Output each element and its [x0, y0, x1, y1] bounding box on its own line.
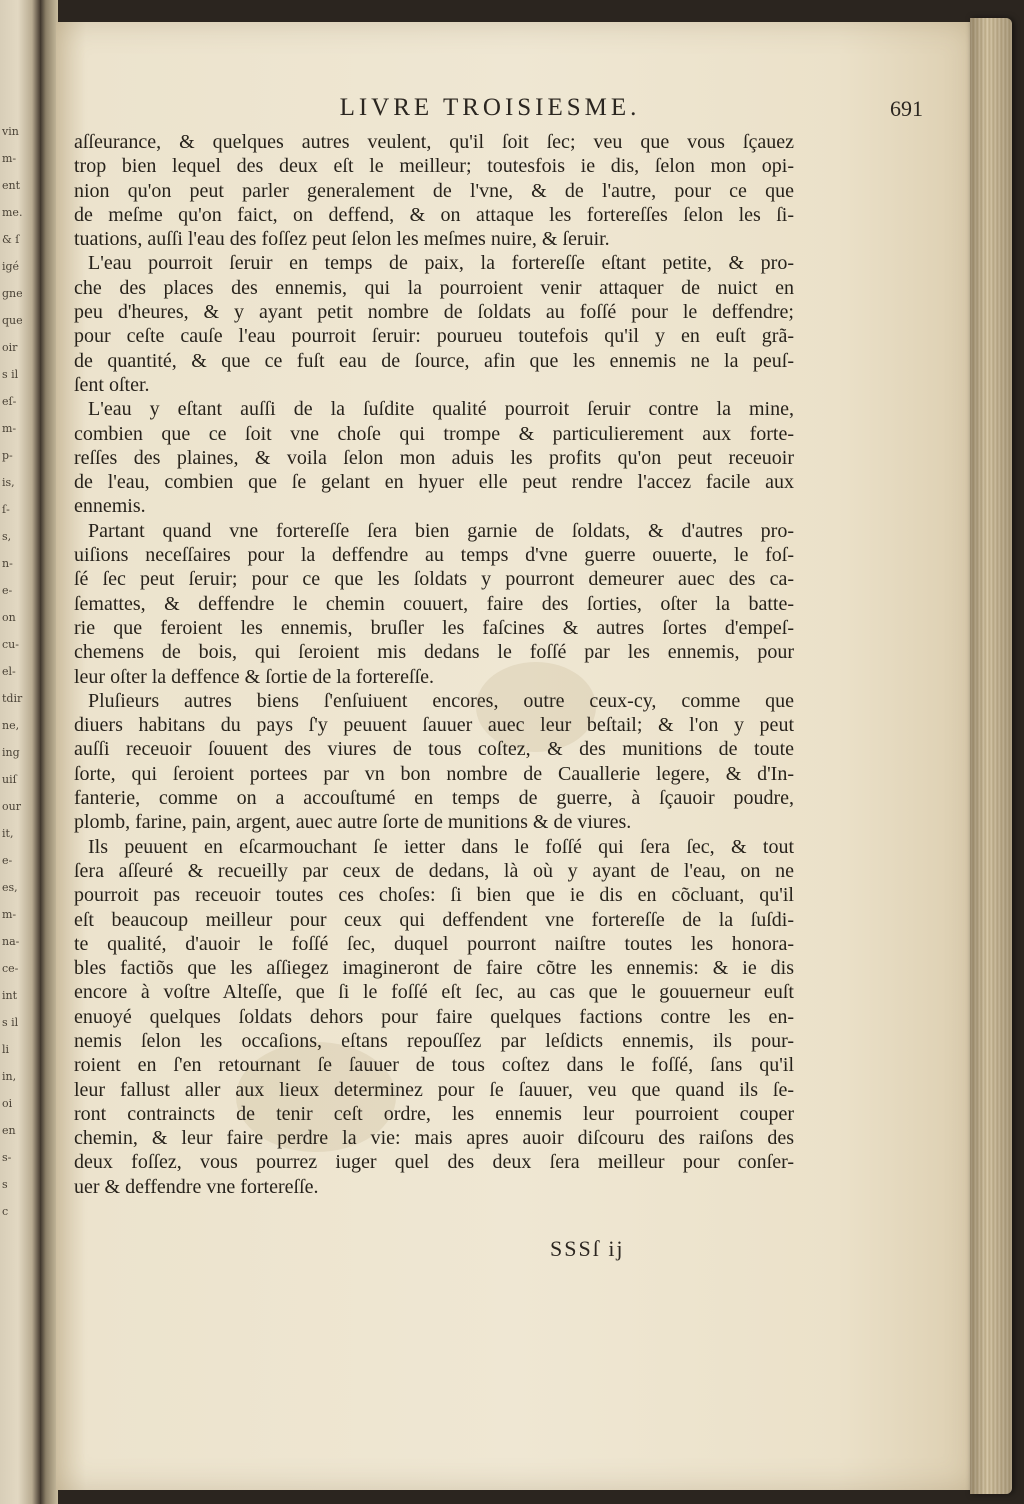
previous-page-edge	[0, 0, 40, 1504]
text-line: che des places des ennemis, qui la pourroient venir attaquer de nuict en	[74, 276, 794, 299]
text-line: te qualité, d'auoir le foſſé ſec, duquel pourront naiſtre toutes les honora-	[74, 932, 794, 955]
previous-page-fragment: que	[2, 314, 23, 327]
previous-page-fragment: our	[2, 800, 21, 813]
signature-mark: SSSſ ij	[550, 1236, 625, 1261]
text-line: ſemattes, & deffendre le chemin couuert, faire des ſorties, oſter la batte-	[74, 592, 794, 615]
text-line: nemis ſelon les occaſions, eſtans repouſſez par leſdicts ennemis, ils pour-	[74, 1029, 794, 1052]
previous-page-fragment: s-	[2, 1151, 12, 1164]
text-line: ſé ſec peut ſeruir; pour ce que les ſoldats y pourront demeurer auec des ca-	[74, 568, 794, 591]
text-line: encore à voſtre Alteſſe, que ſi le foſſé eſt ſec, au cas que le gouuerneur euſt	[74, 981, 794, 1004]
text-line: de quantité, & que ce fuſt eau de ſource, afin que les ennemis ne la peuſ-	[74, 349, 794, 372]
text-line: L'eau pourroit ſeruir en temps de paix, la fortereſſe eſtant petite, & pro-	[88, 252, 794, 275]
text-line: uiſions neceſſaires pour la deffendre au temps d'vne guerre ouuerte, le foſ-	[74, 544, 794, 567]
previous-page-fragment: na-	[2, 935, 20, 948]
previous-page-fragment: n-	[2, 557, 13, 570]
previous-page-fragment: is,	[2, 476, 15, 489]
previous-page-fragment: vin	[2, 125, 19, 138]
text-line: combien que ce ſoit vne choſe qui trompe & particulierement aux forte-	[74, 422, 794, 445]
text-line: Pluſieurs autres biens ſ'enſuiuent encores, outre ceux-cy, comme que	[88, 689, 794, 712]
text-line: pour ceſte cauſe l'eau pourroit ſeruir: pourueu toutefois qu'il y en euſt grã-	[74, 325, 794, 348]
text-line: fanterie, comme on a accouſtumé en temps de guerre, à ſçauoir poudre,	[74, 787, 794, 810]
text-line: roient en ſ'en retournant ſe ſauuer de tous coſtez dans le foſſé, ſans qu'il	[74, 1054, 794, 1077]
previous-page-fragment: it,	[2, 827, 14, 840]
previous-page-fragment: m-	[2, 908, 17, 921]
previous-page-fragment: el-	[2, 665, 16, 678]
previous-page-fragment: s il	[2, 368, 19, 381]
previous-page-fragment: ent	[2, 179, 21, 192]
previous-page-fragment: e-	[2, 584, 13, 597]
text-line: pourroit pas receuoir toutes ces choſes: ſi bien que ie dis en cõcluant, qu'il	[74, 884, 794, 907]
text-line: reſſes des plaines, & voila ſelon mon aduis les profits qu'on peut receuoir	[74, 446, 794, 469]
previous-page-fragment: ne,	[2, 719, 20, 732]
previous-page-fragment: tdir	[2, 692, 23, 705]
previous-page-fragment: s il	[2, 1016, 19, 1029]
previous-page-fragment: on	[2, 611, 16, 624]
previous-page-fragment: & ſ	[2, 233, 20, 246]
text-line: de l'eau, combien que ſe gelant en hyuer elle peut rendre l'accez facile aux	[74, 471, 794, 494]
previous-page-fragment: eſ-	[2, 395, 17, 408]
text-line: uer & deffendre vne fortereſſe.	[74, 1175, 319, 1198]
text-line: tuations, auſſi l'eau des foſſez peut ſelon les meſmes nuire, & ſeruir.	[74, 228, 610, 251]
text-line: leur oſter la deffence & ſortie de la fortereſſe.	[74, 665, 434, 688]
previous-page-fragment: uiſ	[2, 773, 17, 786]
text-line: diuers habitans du pays ſ'y peuuent ſauuer auec leur beſtail; & l'on y peut	[74, 714, 794, 737]
previous-page-fragment: m-	[2, 422, 17, 435]
page-fore-edge-shade	[970, 18, 1012, 1494]
text-line: leur fallust aller aux lieux determinez pour ſe ſauuer, veu que quand ils ſe-	[74, 1078, 794, 1101]
previous-page-fragment: ce-	[2, 962, 19, 975]
running-head: LIVRE TROISIESME.	[339, 94, 641, 121]
text-line: ſorte, qui ſeroient portees par vn bon nombre de Cauallerie legere, & d'In-	[74, 762, 794, 785]
text-line: L'eau y eſtant auſſi de la ſuſdite qualité pourroit ſeruir contre la mine,	[88, 398, 794, 421]
text-line: chemin, & leur faire perdre la vie: mais apres auoir diſcouru des raiſons des	[74, 1127, 794, 1150]
previous-page-fragment: ſ-	[2, 503, 10, 516]
previous-page-fragment: en	[2, 1124, 16, 1137]
previous-page-fragment: p-	[2, 449, 13, 462]
previous-page-fragment: es,	[2, 881, 18, 894]
text-line: rie que feroient les ennemis, bruſler les faſcines & autres ſortes d'empeſ-	[74, 616, 794, 639]
previous-page-fragment: igé	[2, 260, 20, 273]
text-line: Ils peuuent en eſcarmouchant ſe ietter dans le foſſé qui ſera ſec, & tout	[88, 835, 794, 858]
previous-page-fragment: s,	[2, 530, 12, 543]
previous-page-fragment: s	[2, 1178, 8, 1191]
body-text	[74, 130, 794, 1199]
previous-page-fragment: ing	[2, 746, 20, 759]
previous-page-fragment: oi	[2, 1097, 13, 1110]
text-line: trop bien lequel des deux eſt le meilleur; toutesfois ie dis, ſelon mon opi-	[74, 155, 794, 178]
text-line: aſſeurance, & quelques autres veulent, qu'il ſoit ſec; veu que vous ſçauez	[74, 131, 794, 153]
previous-page-fragment: m-	[2, 152, 17, 165]
previous-page-fragment: me.	[2, 206, 23, 219]
previous-page-fragment: c	[2, 1205, 9, 1218]
text-line: plomb, farine, pain, argent, auec autre ſorte de munitions & de viures.	[74, 811, 632, 834]
text-line: nion qu'on peut parler generalement de l'vne, & de l'autre, pour ce que	[74, 179, 794, 202]
page-number: 691	[890, 96, 923, 121]
text-line: ſera aſſeuré & recueilly par ceux de dedans, là où y ayant de l'eau, on ne	[74, 859, 794, 882]
text-line: enuoyé quelques ſoldats dehors pour faire quelques factions contre les en-	[74, 1005, 794, 1028]
text-line: chemens de bois, qui ſeroient mis dedans le foſſé par les ennemis, pour	[74, 641, 794, 664]
text-line: eſt beaucoup meilleur pour ceux qui deffendent vne fortereſſe de la ſuſdi-	[74, 908, 794, 931]
text-line: auſſi receuoir ſouuent des viures de tous coſtez, & des munitions de toute	[74, 738, 794, 761]
previous-page-fragment: cu-	[2, 638, 19, 651]
text-line: deux foſſez, vous pourrez iuger quel des deux ſera meilleur pour conſer-	[74, 1151, 794, 1174]
text-line: bles factiõs que les aſſiegez imagineront de faire cõtre les ennemis: & ie dis	[74, 957, 794, 980]
previous-page-fragment: li	[2, 1043, 10, 1056]
previous-page-fragment: oir	[2, 341, 18, 354]
previous-page-fragment: in,	[2, 1070, 17, 1083]
text-line: ſent oſter.	[74, 373, 150, 396]
text-line: ennemis.	[74, 495, 146, 518]
previous-page-fragment: gne	[2, 287, 23, 300]
text-line: de meſme qu'on faict, on deffend, & on attaque les fortereſſes ſelon les ſi-	[74, 203, 794, 226]
text-line: peu d'heures, & y ayant petit nombre de ſoldats au foſſé pour le deffendre;	[74, 301, 794, 324]
text-line: ront contraincts de tenir ceſt ordre, les ennemis leur pourroient couper	[74, 1102, 794, 1125]
previous-page-fragment: e-	[2, 854, 13, 867]
previous-page-fragment: int	[2, 989, 18, 1002]
text-line: Partant quand vne fortereſſe ſera bien garnie de ſoldats, & d'autres pro-	[88, 519, 794, 542]
